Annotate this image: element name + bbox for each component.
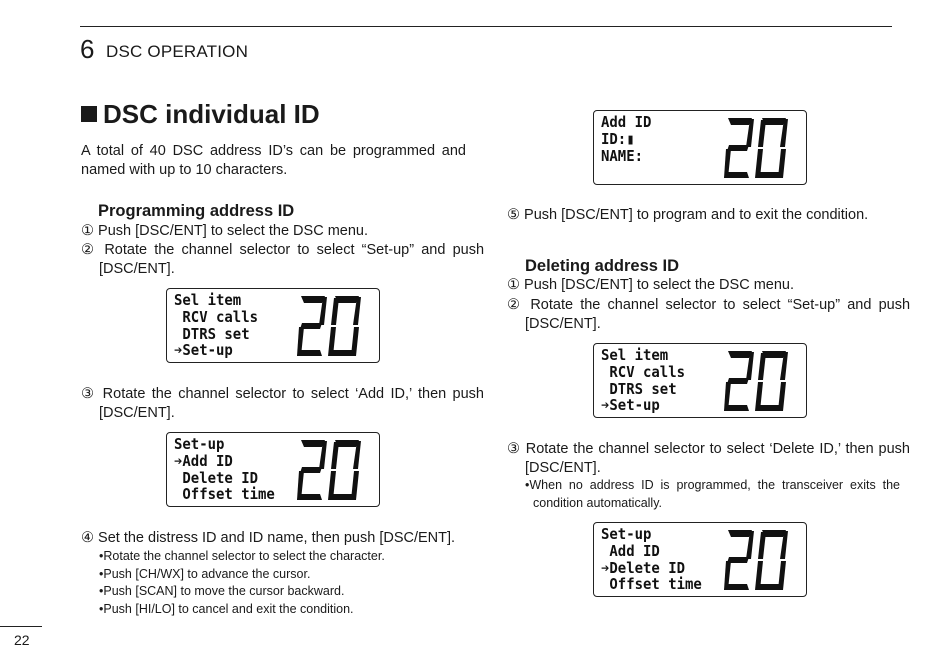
lcd-line: Add ID xyxy=(601,113,652,131)
lcd-line: RCV calls xyxy=(601,362,685,381)
step-text: Set the distress ID and ID name, then push [DSC/ENT]. xyxy=(98,530,456,546)
lcd-line: RCV calls xyxy=(174,307,258,326)
step-number: ② xyxy=(81,242,98,258)
lcd-line: Sel item xyxy=(174,291,242,309)
lcd-line: Set-up xyxy=(601,525,652,543)
intro-paragraph: A total of 40 DSC address ID’s can be programmed and named with up to 10 characters. xyxy=(81,143,466,178)
programming-step-4 xyxy=(81,529,484,548)
step-number: ④ xyxy=(81,530,94,546)
step-text: Rotate the channel selector to select ‘Delete ID,’ then push [DSC/ENT]. xyxy=(525,441,910,476)
lcd-line: ➔Add ID xyxy=(174,451,233,470)
page-number-rule xyxy=(0,626,42,627)
lcd-channel-value: 20 xyxy=(329,334,331,335)
deleting-bullet-1: •When no address ID is programmed, the transceiver exits the condition automatically. xyxy=(525,478,900,510)
lcd-line: NAME: xyxy=(601,146,643,165)
programming-step-2 xyxy=(81,241,484,279)
chapter-title: DSC OPERATION xyxy=(106,42,249,61)
lcd-display-setup-add xyxy=(166,432,380,507)
step-number: ① xyxy=(81,223,94,239)
programming-step-3 xyxy=(81,385,484,423)
lcd-channel-value: 20 xyxy=(756,568,758,569)
step-number: ① xyxy=(507,277,520,293)
lcd-line: Offset time xyxy=(174,485,275,504)
programming-heading: Programming address ID xyxy=(98,202,295,220)
lcd-line: ➔Set-up xyxy=(174,341,233,360)
header-rule xyxy=(80,26,892,27)
lcd-channel-value: 20 xyxy=(756,156,758,157)
lcd-line: Delete ID xyxy=(174,468,258,487)
lcd-line: Offset time xyxy=(601,575,702,594)
programming-step-1 xyxy=(81,222,484,241)
deleting-step-3 xyxy=(507,440,910,478)
square-bullet-icon xyxy=(81,106,97,122)
lcd-line: ➔Delete ID xyxy=(601,558,685,577)
chapter-number: 6 xyxy=(80,34,95,64)
programming-bullet-1: •Rotate the channel selector to select the character. xyxy=(99,549,385,563)
step-number: ⑤ xyxy=(507,207,520,223)
section-title xyxy=(81,98,320,130)
lcd-channel-digits xyxy=(297,438,361,502)
step-text: Push [DSC/ENT] to select the DSC menu. xyxy=(524,277,794,293)
lcd-line: Sel item xyxy=(601,346,669,364)
deleting-step-2 xyxy=(507,296,910,334)
lcd-channel-digits xyxy=(724,349,788,413)
programming-step-5 xyxy=(507,206,910,225)
step-text: Push [DSC/ENT] to program and to exit the condition. xyxy=(524,207,869,223)
lcd-display-add-id xyxy=(593,110,807,185)
deleting-step-1 xyxy=(507,276,910,295)
step-number: ② xyxy=(507,297,524,313)
step-text: Push [DSC/ENT] to select the DSC menu. xyxy=(98,223,368,239)
step-text: Rotate the channel selector to select “Set-up” and push [DSC/ENT]. xyxy=(525,297,911,332)
step-text: Rotate the channel selector to select ‘Add ID,’ then push [DSC/ENT]. xyxy=(99,386,484,421)
lcd-line: ID:▮ xyxy=(601,129,635,148)
step-text: Rotate the channel selector to select “Set-up” and push [DSC/ENT]. xyxy=(99,242,485,277)
step-number: ③ xyxy=(507,441,521,457)
lcd-channel-value: 20 xyxy=(329,478,331,479)
lcd-display-menu-2 xyxy=(593,343,807,418)
lcd-line: ➔Set-up xyxy=(601,396,660,415)
lcd-display-setup-delete xyxy=(593,522,807,597)
section-title-text: DSC individual ID xyxy=(103,99,320,129)
lcd-line: Add ID xyxy=(601,541,660,560)
programming-bullet-2: •Push [CH/WX] to advance the cursor. xyxy=(99,567,311,581)
page-number: 22 xyxy=(14,632,30,648)
lcd-channel-digits xyxy=(724,116,788,180)
lcd-line: DTRS set xyxy=(174,324,250,343)
programming-bullet-3: •Push [SCAN] to move the cursor backward. xyxy=(99,584,345,598)
lcd-line: DTRS set xyxy=(601,379,677,398)
lcd-channel-value: 20 xyxy=(756,389,758,390)
step-number: ③ xyxy=(81,386,97,402)
deleting-heading: Deleting address ID xyxy=(525,257,680,275)
lcd-channel-digits xyxy=(724,528,788,592)
lcd-line: Set-up xyxy=(174,435,225,453)
programming-bullet-4: •Push [HI/LO] to cancel and exit the condition. xyxy=(99,602,354,616)
lcd-channel-digits xyxy=(297,294,361,358)
lcd-display-menu xyxy=(166,288,380,363)
